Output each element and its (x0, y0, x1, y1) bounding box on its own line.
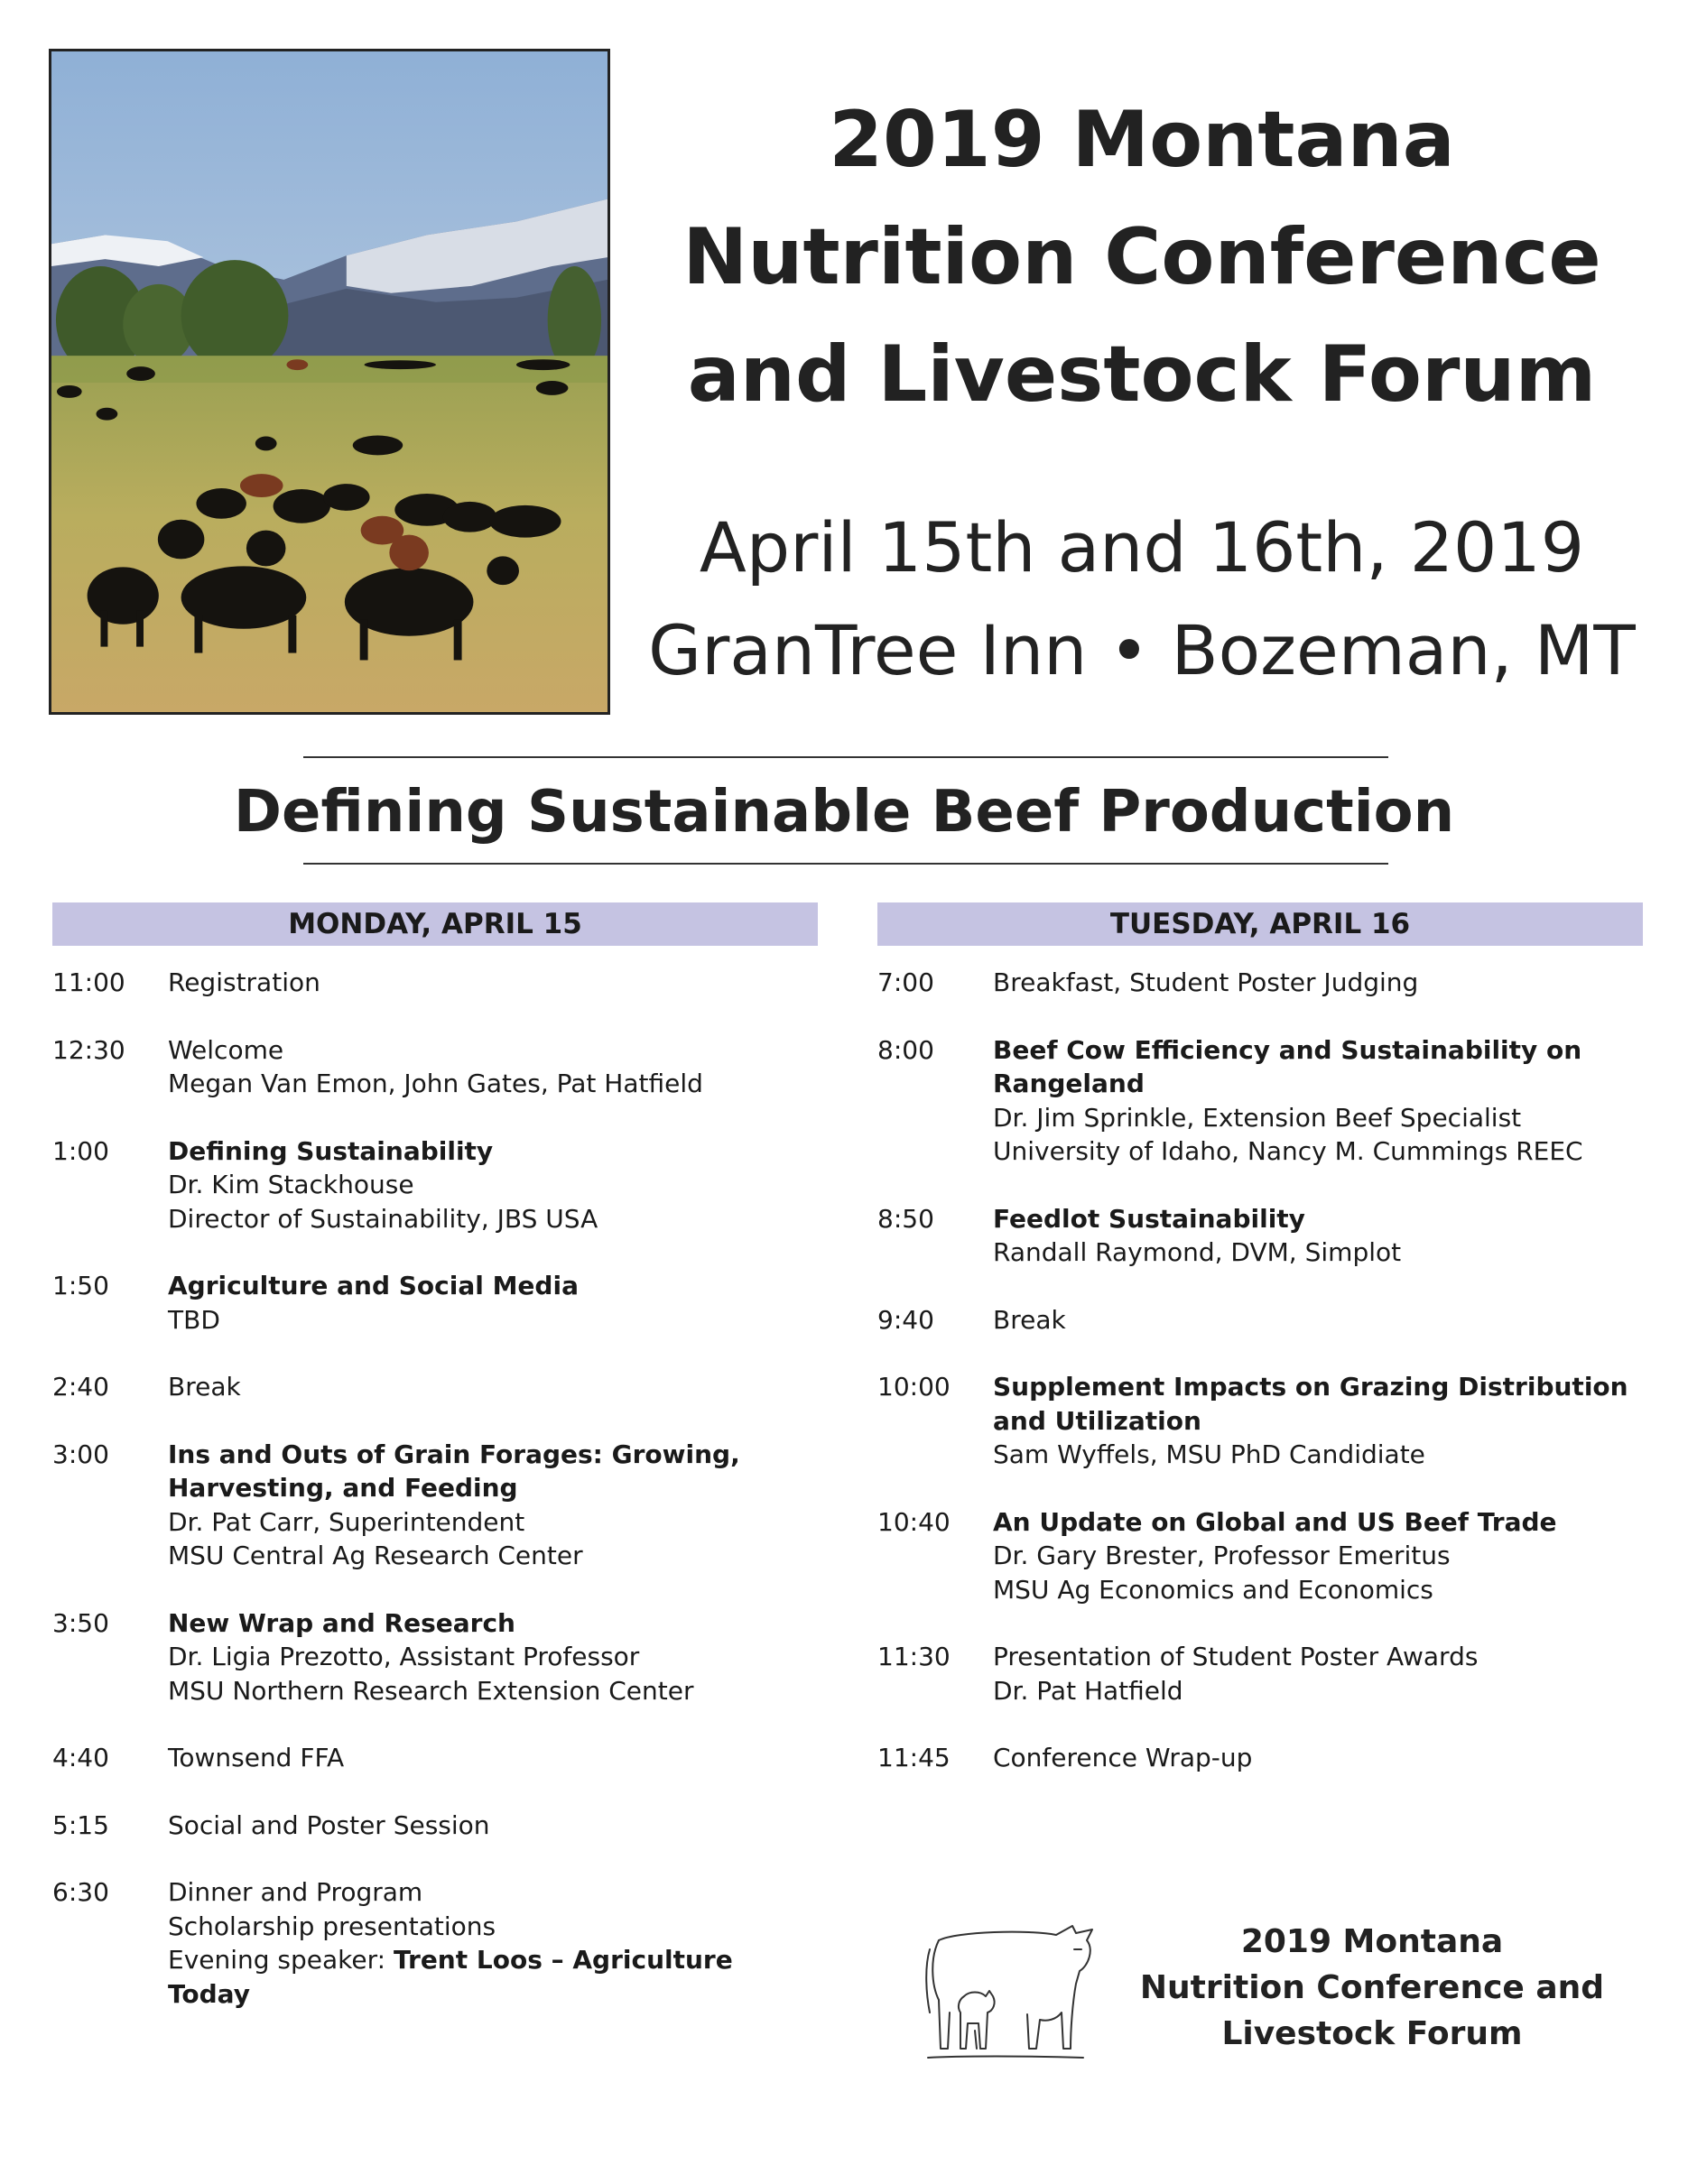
footer-title-line-3: Livestock Forum (1221, 2015, 1523, 2052)
session-body (993, 966, 1643, 1000)
session-time: 10:40 (877, 1506, 951, 1537)
session-title-line-1: Beef Cow Efficiency and Sustainability on (993, 1034, 1582, 1065)
footer-title-line-2: Nutrition Conference and (1139, 1969, 1605, 2006)
session-item (52, 1875, 818, 2011)
session-body (168, 1370, 818, 1404)
session-body (168, 1741, 818, 1775)
title-line-3: and Livestock Forum (687, 329, 1597, 420)
session-body (993, 1640, 1643, 1707)
cattle-pasture-photo (49, 49, 610, 715)
session-time: 3:00 (52, 1439, 109, 1469)
session-time: 3:50 (52, 1607, 109, 1638)
session-title-line-2: and Utilization (993, 1405, 1201, 1436)
theme-rule-bottom (303, 863, 1388, 865)
session-title: An Update on Global and US Beef Trade (993, 1506, 1557, 1537)
session-body (993, 1505, 1643, 1607)
session-title: Break (168, 1372, 241, 1402)
session-speaker: TBD (168, 1304, 220, 1335)
session-time: 9:40 (877, 1304, 934, 1335)
session-time: 5:15 (52, 1809, 109, 1840)
session-item (877, 1033, 1643, 1169)
session-title-line-1: Ins and Outs of Grain Forages: Growing, (168, 1439, 740, 1469)
session-speaker: Dr. Pat Carr, Superintendent (168, 1506, 525, 1537)
session-item (52, 1269, 818, 1337)
session-item (52, 1370, 818, 1404)
session-body (993, 1370, 1643, 1472)
session-body (168, 1809, 818, 1843)
session-time: 4:40 (52, 1743, 109, 1772)
session-item (52, 1809, 818, 1843)
session-time: 2:40 (52, 1372, 109, 1402)
title-block (632, 81, 1652, 702)
session-time: 1:50 (52, 1271, 109, 1300)
session-item (877, 1505, 1643, 1607)
event-details (632, 496, 1652, 702)
evening-speaker-name: Trent Loos – Agriculture Today (168, 1945, 733, 2009)
evening-speaker-line (168, 1943, 818, 2011)
session-time: 11:45 (877, 1743, 951, 1772)
footer-title-line-1: 2019 Montana (1240, 1923, 1504, 1960)
theme-heading: Defining Sustainable Beef Production (233, 779, 1455, 846)
title-line-2: Nutrition Conference (682, 212, 1601, 302)
session-body (168, 1606, 818, 1708)
session-item (52, 1741, 818, 1775)
session-body (168, 1269, 818, 1337)
session-time: 7:00 (877, 967, 934, 997)
session-title: Townsend FFA (168, 1743, 345, 1772)
session-speaker: Dr. Jim Sprinkle, Extension Beef Specialist (993, 1102, 1522, 1133)
session-title: Dinner and Program (168, 1877, 423, 1907)
evening-speaker-label: Evening speaker: (168, 1945, 394, 1975)
session-speaker: Sam Wyffels, MSU PhD Candidiate (993, 1439, 1425, 1469)
event-dates: April 15th and 16th, 2019 (699, 507, 1585, 588)
session-title: Feedlot Sustainability (993, 1203, 1305, 1234)
session-time: 11:30 (877, 1642, 951, 1671)
session-title-line-2: Rangeland (993, 1069, 1145, 1098)
session-title: Welcome (168, 1034, 284, 1065)
footer-conference-title (1137, 1919, 1607, 2057)
session-body (993, 1741, 1643, 1775)
session-title: Conference Wrap-up (993, 1743, 1253, 1772)
session-time: 11:00 (52, 967, 125, 997)
session-item (877, 1202, 1643, 1270)
session-speaker: Dr. Ligia Prezotto, Assistant Professor (168, 1642, 640, 1671)
session-title: New Wrap and Research (168, 1607, 515, 1638)
session-title: Presentation of Student Poster Awards (993, 1642, 1479, 1671)
session-title: Defining Sustainability (168, 1135, 494, 1166)
session-body (168, 966, 818, 1000)
monday-sessions (52, 966, 818, 2011)
session-speaker: Randall Raymond, DVM, Simplot (993, 1237, 1402, 1267)
session-affiliation: Director of Sustainability, JBS USA (168, 1203, 598, 1234)
monday-header: MONDAY, APRIL 15 (52, 902, 818, 946)
session-item (877, 966, 1643, 1000)
session-item (877, 1370, 1643, 1472)
session-title-line-2: Harvesting, and Feeding (168, 1473, 518, 1503)
session-body (993, 1202, 1643, 1270)
session-item (52, 1033, 818, 1101)
session-body (993, 1033, 1643, 1169)
session-body (993, 1303, 1643, 1337)
session-item (52, 1134, 818, 1236)
session-speaker: Dr. Kim Stackhouse (168, 1170, 414, 1199)
session-affiliation: MSU Ag Economics and Economics (993, 1574, 1433, 1605)
tuesday-schedule (877, 902, 1643, 1809)
tuesday-sessions (877, 966, 1643, 1775)
session-title-line-1: Supplement Impacts on Grazing Distribution (993, 1372, 1628, 1402)
session-time: 8:50 (877, 1203, 934, 1234)
session-item (52, 1438, 818, 1573)
session-affiliation: University of Idaho, Nancy M. Cummings REEC (993, 1136, 1583, 1166)
session-time: 1:00 (52, 1135, 109, 1166)
conference-title (632, 81, 1652, 433)
session-title: Break (993, 1304, 1066, 1335)
session-title: Social and Poster Session (168, 1809, 490, 1840)
session-item (877, 1741, 1643, 1775)
session-title: Registration (168, 967, 320, 997)
session-affiliation: MSU Northern Research Extension Center (168, 1675, 694, 1706)
tuesday-header: TUESDAY, APRIL 16 (877, 902, 1643, 946)
session-item (52, 1606, 818, 1708)
theme-rule-top (303, 756, 1388, 758)
session-speaker: Dr. Pat Hatfield (993, 1675, 1183, 1706)
session-time: 10:00 (877, 1372, 951, 1402)
session-body (168, 1875, 818, 2011)
session-item (877, 1640, 1643, 1707)
session-title: Breakfast, Student Poster Judging (993, 967, 1419, 997)
session-affiliation: MSU Central Ag Research Center (168, 1541, 583, 1570)
session-time: 12:30 (52, 1034, 125, 1065)
session-body (168, 1438, 818, 1573)
session-time: 6:30 (52, 1877, 109, 1907)
title-line-1: 2019 Montana (829, 95, 1455, 185)
session-item (877, 1303, 1643, 1337)
session-detail: Scholarship presentations (168, 1911, 496, 1941)
cow-and-calf-icon (921, 1913, 1101, 2067)
session-title: Agriculture and Social Media (168, 1271, 579, 1300)
session-item (52, 966, 818, 1000)
session-time: 8:00 (877, 1034, 934, 1065)
session-body (168, 1033, 818, 1101)
session-body (168, 1134, 818, 1236)
event-venue: GranTree Inn • Bozeman, MT (648, 610, 1636, 690)
monday-schedule (52, 902, 818, 2044)
session-detail: Megan Van Emon, John Gates, Pat Hatfield (168, 1069, 703, 1098)
session-speaker: Dr. Gary Brester, Professor Emeritus (993, 1541, 1451, 1570)
